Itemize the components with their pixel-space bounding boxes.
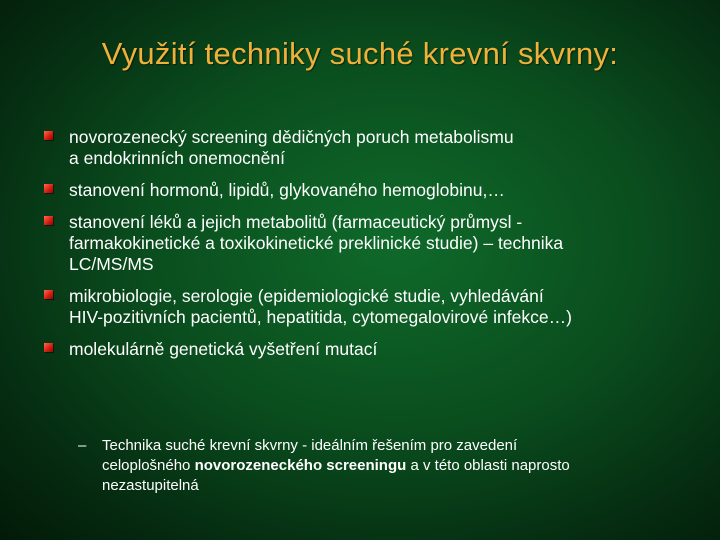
sub-text-segment: a v této oblasti naprosto [406, 457, 570, 474]
bullet-line: HIV-pozitivních pacientů, hepatitida, cytomegalovirové infekce…) [69, 307, 572, 327]
sub-bullet [78, 436, 678, 496]
sub-bullet-line: Technika suché krevní skvrny - ideálním řešením pro zavedení [102, 437, 518, 454]
bullet-line: stanovení léků a jejich metabolitů (farmaceutický průmysl - [69, 212, 523, 232]
bullet-line: farmakokinetické a toxikokinetické preklinické studie) – technika [69, 233, 564, 253]
bullet-line: stanovení hormonů, lipidů, glykovaného hemoglobinu,… [69, 180, 505, 200]
list-item [0, 339, 720, 360]
bullet-list [0, 127, 720, 371]
bullet-line: novorozenecký screening dědičných poruch metabolismu [69, 127, 514, 147]
list-item [0, 286, 720, 328]
sub-bullet-line [78, 456, 678, 476]
slide-title: Využití techniky suché krevní skvrny: [101, 36, 619, 71]
bullet-square-icon [44, 290, 53, 299]
bullet-square-icon [44, 216, 53, 225]
sub-text-segment: celoplošného [102, 457, 195, 474]
list-item [0, 212, 720, 275]
sub-bullet-line: nezastupitelná [102, 477, 199, 494]
list-item [0, 180, 720, 201]
dash-marker: – [78, 437, 87, 454]
sub-text-bold: novorozeneckého screeningu [194, 457, 407, 474]
list-item [0, 127, 720, 169]
bullet-square-icon [44, 131, 53, 140]
bullet-line: a endokrinních onemocnění [69, 148, 285, 168]
bullet-line: LC/MS/MS [69, 254, 154, 274]
bullet-square-icon [44, 184, 53, 193]
bullet-line: molekulárně genetická vyšetření mutací [69, 339, 378, 359]
bullet-line: mikrobiologie, serologie (epidemiologické studie, vyhledávání [69, 286, 544, 306]
bullet-square-icon [44, 343, 53, 352]
